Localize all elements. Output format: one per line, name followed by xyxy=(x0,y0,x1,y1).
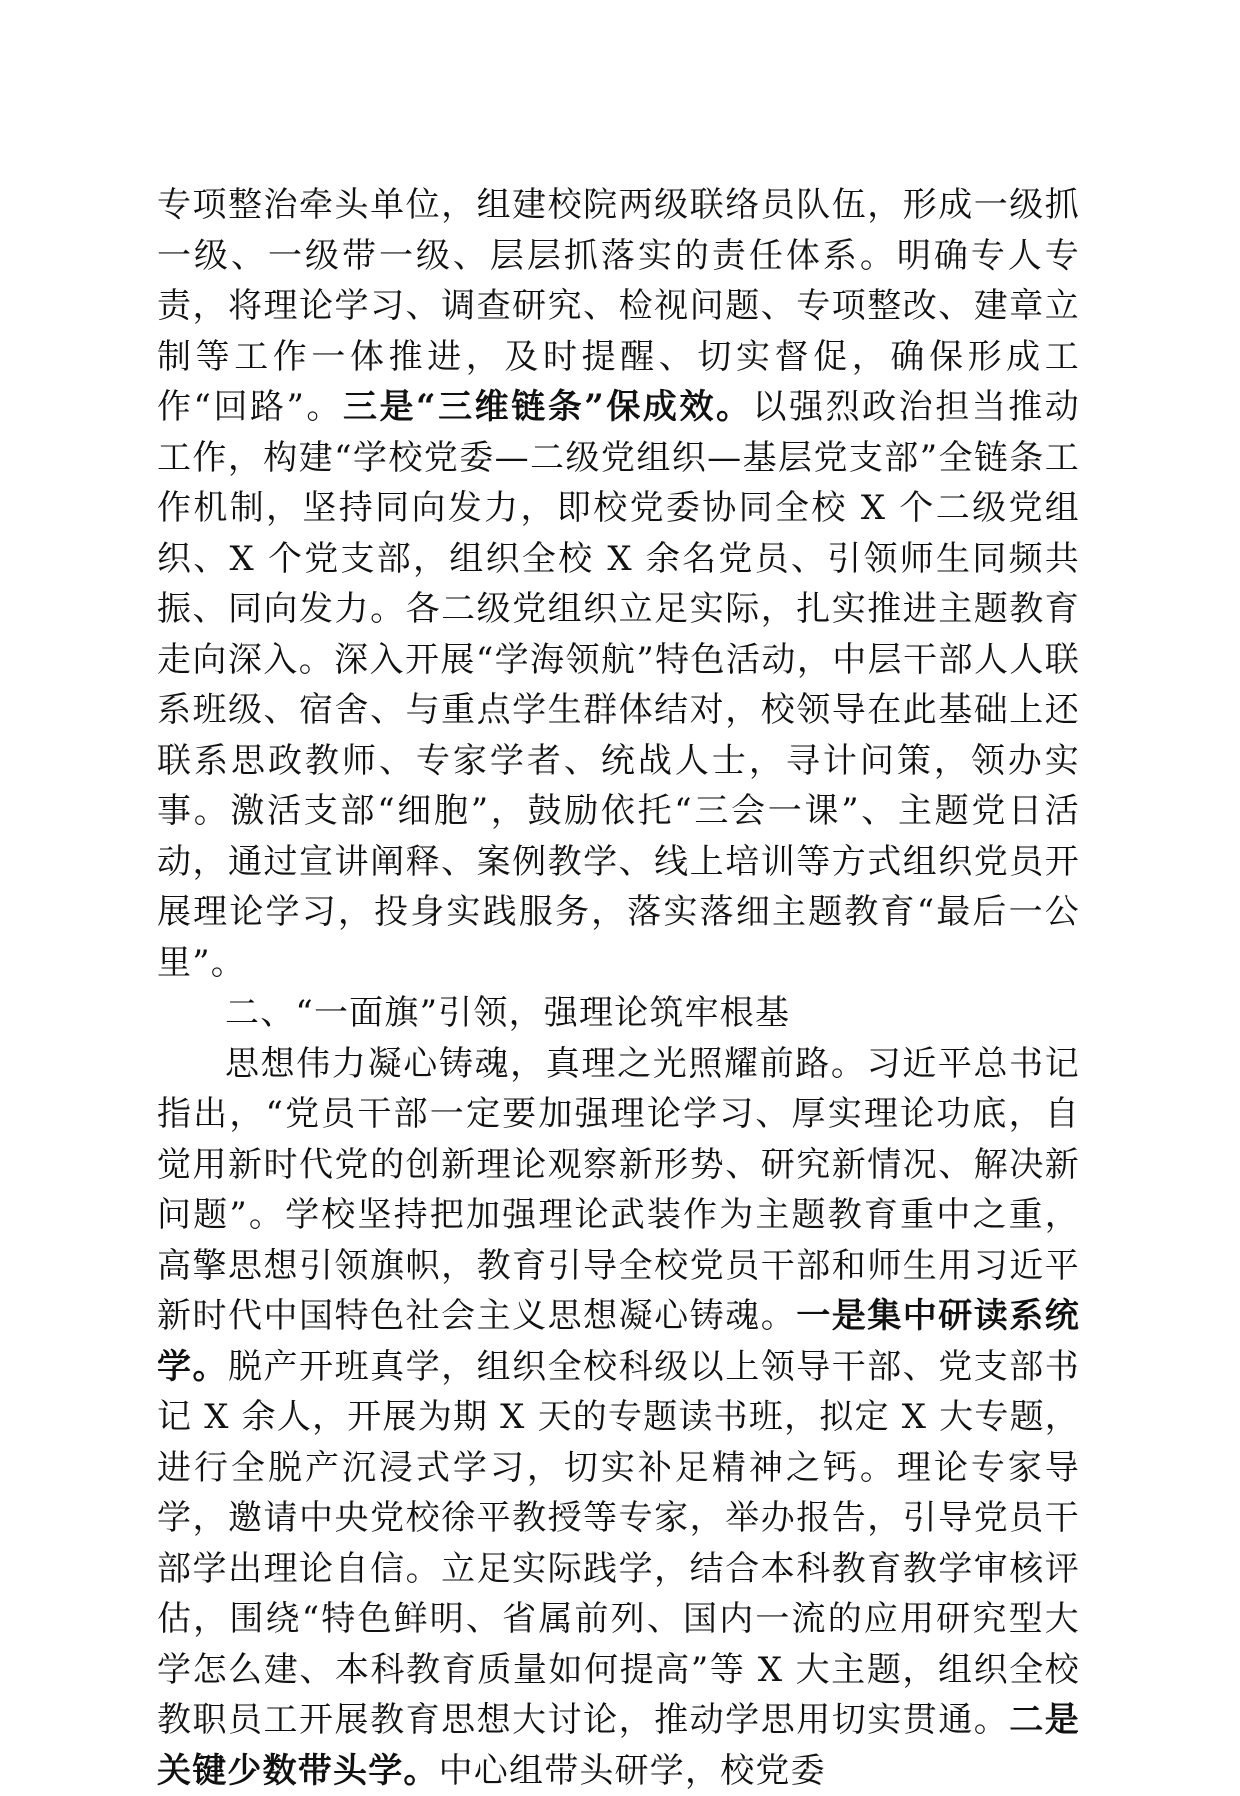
paragraph-text: 专项整治牵头单位，组建校院两级联络员队伍，形成一级抓一级、一级带一级、层层抓落实的责任体系。明确专人专责，将理论学习、调查研究、检视问题、专项整改、建章立制等工作一体推进，及时提醒、切实督促，确保形成工作“回路”。 xyxy=(157,185,1080,427)
bold-lead-sentence: 二是关键少数带头学。 xyxy=(157,1700,1080,1791)
bold-lead-sentence: 三是“三维链条”保成效。 xyxy=(343,387,753,427)
document-page xyxy=(157,180,1080,1796)
body-paragraph xyxy=(157,180,1080,988)
section-heading: 二、“一面旗”引领，强理论筑牢根基 xyxy=(157,988,1080,1039)
body-paragraph xyxy=(157,1039,1080,1796)
paragraph-text: 脱产开班真学，组织全校科级以上领导干部、党支部书记 X 余人，开展为期 X 天的专题读书班，拟定 X 大专题，进行全脱产沉浸式学习，切实补足精神之钙。理论专家导学，邀请中央党校徐平教授等专家，举办报告，引导党员干部学出理论自信。立足实际践学，结合本科教育教学审核评估，围绕“特色鲜明、省属前列、国内一流的应用研究型大学怎么建、本科教育质量如何提高”等 X 大主题，组织全校教职员工开展教育思想大讨论，推动学思用切实贯通。 xyxy=(157,1347,1080,1741)
paragraph-text: 思想伟力凝心铸魂，真理之光照耀前路。习近平总书记指出，“党员干部一定要加强理论学习、厚实理论功底，自觉用新时代党的创新理论观察新形势、研究新情况、解决新问题”。学校坚持把加强理论武装作为主题教育重中之重，高擎思想引领旗帜，教育引导全校党员干部和师生用习近平新时代中国特色社会主义思想凝心铸魂。 xyxy=(157,1044,1080,1337)
paragraph-text: 中心组带头研学，校党委 xyxy=(439,1751,826,1791)
bold-lead-sentence: 一是集中研读系统学。 xyxy=(157,1296,1080,1387)
paragraph-text: 以强烈政治担当推动工作，构建“学校党委—二级党组织—基层党支部”全链条工作机制，坚持同向发力，即校党委协同全校 X 个二级党组织、X 个党支部，组织全校 X 余名党员、引领师生同频共振、同向发力。各二级党组织立足实际，扎实推进主题教育走向深入。深入开展“学海领航”特色活动，中层干部人人联系班级、宿舍、与重点学生群体结对，校领导在此基础上还联系思政教师、专家学者、统战人士，寻计问策，领办实事。激活支部“细胞”，鼓励依托“三会一课”、主题党日活动，通过宣讲阐释、案例教学、线上培训等方式组织党员开展理论学习，投身实践服务，落实落细主题教育“最后一公里”。 xyxy=(157,387,1080,983)
